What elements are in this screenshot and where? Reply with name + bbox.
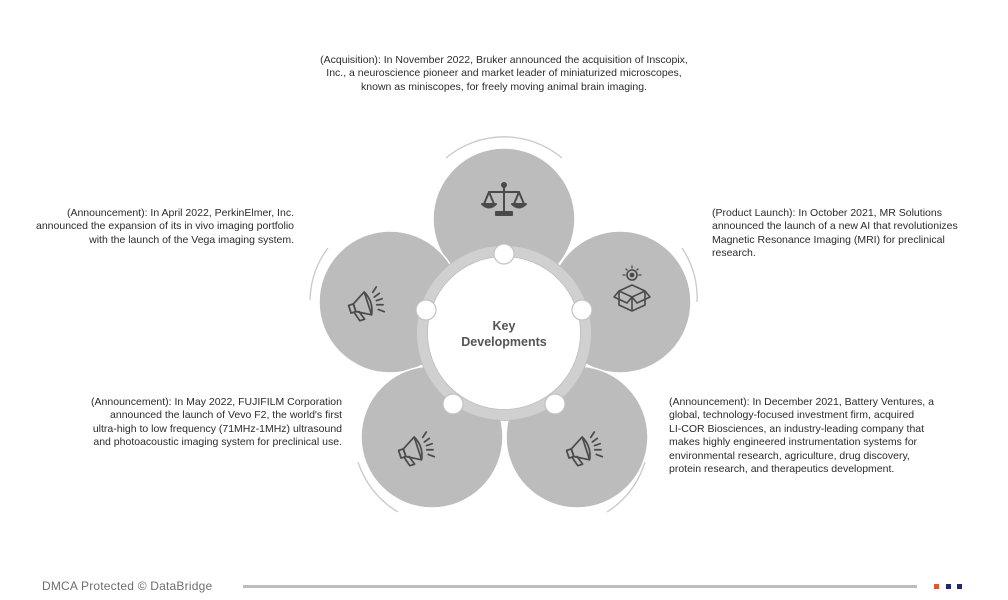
footer-square-3 [957,584,962,589]
center-title-line2: Developments [461,335,547,349]
ring-dot-right [572,300,592,320]
development-top-text: (Acquisition): In November 2022, Bruker announced the acquisition of Inscopix, Inc., a neuroscience pioneer and market leader of miniaturized microscopes, known as miniscopes, for freely moving animal brain imaging. [320,54,688,93]
development-right-text: (Product Launch): In October 2021, MR Solutions announced the launch of a new AI that revolutionizes Magnetic Resonance Imaging (MRI) for preclinical research. [712,207,958,260]
development-bottom-right-text: (Announcement): In December 2021, Battery Ventures, a global, technology-focused investment firm, acquired LI-COR Biosciences, an industry-leading company that makes highly engineered instrumentation systems for environmental research, agriculture, drug discovery, protein research, and therapeutics development. [669,396,934,476]
ring-dot-left [416,300,436,320]
footer-square-1 [934,584,939,589]
footer-copyright: DMCA Protected © DataBridge [42,579,213,593]
footer-square-2 [946,584,951,589]
center-title-line1: Key [492,319,516,333]
ring-dot-top [494,244,514,264]
ring-dot-bottom-right [545,394,565,414]
development-bottom-left-text: (Announcement): In May 2022, FUJIFILM Corporation announced the launch of Vevo F2, the world's first ultra-high to low frequency (71MHz-1MHz) ultrasound and photoacoustic imaging system for preclinical use. [91,396,342,449]
development-left-text: (Announcement): In April 2022, PerkinElmer, Inc. announced the expansion of its in vivo imaging portfolio with the launch of the Vega imaging system. [36,207,294,246]
footer-divider [243,585,917,588]
ring-dot-bottom-left [443,394,463,414]
